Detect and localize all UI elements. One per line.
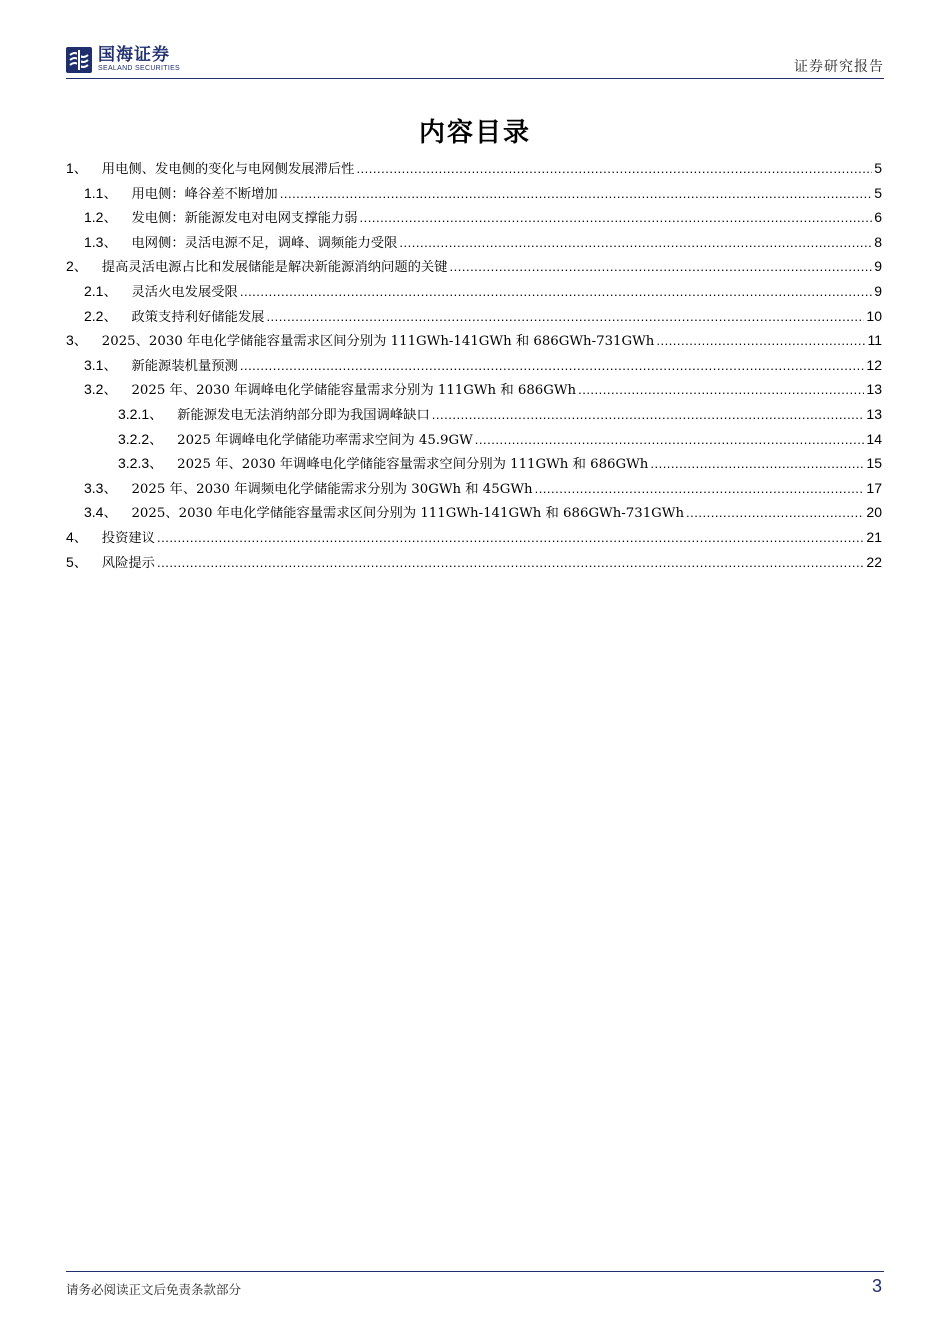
toc-entry-page: 11 bbox=[867, 332, 882, 349]
page-number: 3 bbox=[871, 1276, 882, 1296]
toc-dot-leader bbox=[686, 505, 864, 520]
toc-entry-number: 1.2、 bbox=[84, 209, 118, 226]
toc-entry-number: 2.1、 bbox=[84, 282, 118, 299]
toc-dot-leader bbox=[157, 530, 864, 545]
toc-entry[interactable] bbox=[66, 552, 882, 577]
toc-entry-text: 新能源装机量预测 bbox=[131, 358, 238, 374]
toc-dot-leader bbox=[157, 555, 864, 570]
toc-entry-text: 用电侧：峰谷差不断增加 bbox=[131, 186, 278, 202]
toc-entry[interactable] bbox=[66, 379, 882, 404]
toc-entry-page: 9 bbox=[874, 258, 882, 275]
toc-entry[interactable] bbox=[66, 330, 882, 355]
table-of-contents bbox=[66, 158, 882, 576]
toc-entry-page: 17 bbox=[866, 479, 882, 496]
toc-entry-page: 15 bbox=[866, 455, 882, 472]
toc-entry-page: 22 bbox=[866, 553, 882, 570]
toc-entry-page: 6 bbox=[874, 209, 882, 226]
toc-dot-leader bbox=[475, 432, 865, 447]
toc-entry[interactable] bbox=[66, 453, 882, 478]
toc-dot-leader bbox=[578, 382, 864, 397]
toc-entry-number: 3、 bbox=[66, 332, 88, 349]
toc-dot-leader bbox=[650, 456, 864, 471]
toc-dot-leader bbox=[656, 333, 865, 348]
toc-entry-page: 10 bbox=[866, 307, 882, 324]
toc-entry-text: 投资建议 bbox=[101, 530, 155, 546]
footer-divider bbox=[66, 1271, 884, 1272]
toc-entry-text: 用电侧、发电侧的变化与电网侧发展滞后性 bbox=[101, 162, 355, 177]
toc-entry-number: 3.2.3、 bbox=[118, 455, 164, 472]
toc-entry-text: 电网侧：灵活电源不足，调峰、调频能力受限 bbox=[131, 235, 398, 251]
toc-entry[interactable] bbox=[66, 183, 882, 208]
toc-entry-page: 14 bbox=[866, 430, 882, 447]
toc-entry-page: 13 bbox=[866, 381, 882, 398]
toc-dot-leader bbox=[535, 481, 865, 496]
toc-dot-leader bbox=[266, 309, 864, 324]
toc-dot-leader bbox=[356, 161, 872, 176]
toc-entry-number: 3.2.1、 bbox=[118, 405, 164, 422]
toc-entry[interactable] bbox=[66, 502, 882, 527]
toc-entry[interactable] bbox=[66, 429, 882, 454]
toc-dot-leader bbox=[280, 186, 872, 201]
toc-entry-number: 4、 bbox=[66, 528, 88, 545]
toc-entry-text: 灵活火电发展受限 bbox=[131, 284, 238, 300]
toc-entry-text: 风险提示 bbox=[101, 555, 155, 571]
toc-entry[interactable] bbox=[66, 281, 882, 306]
footer-disclaimer: 请务必阅读正文后免责条款部分 bbox=[66, 1282, 242, 1297]
company-logo bbox=[66, 46, 180, 73]
toc-entry[interactable] bbox=[66, 478, 882, 503]
toc-entry-text: 2025 年、2030 年调峰电化学储能容量需求空间分别为 111GWh 和 686GWh bbox=[177, 457, 649, 473]
toc-entry-text: 2025 年调峰电化学储能功率需求空间为 45.9GW bbox=[177, 432, 473, 448]
toc-entry-text: 2025 年、2030 年调峰电化学储能容量需求分别为 111GWh 和 686GWh bbox=[131, 383, 577, 399]
toc-entry-text: 2025、2030 年电化学储能容量需求区间分别为 111GWh-141GWh 和 686GWh-731GWh bbox=[131, 506, 685, 522]
toc-entry-page: 13 bbox=[866, 405, 882, 422]
toc-entry-number: 3.4、 bbox=[84, 504, 118, 521]
toc-entry-number: 5、 bbox=[66, 553, 88, 570]
toc-dot-leader bbox=[240, 358, 865, 373]
toc-dot-leader bbox=[399, 235, 872, 250]
toc-entry-page: 21 bbox=[866, 528, 882, 545]
toc-dot-leader bbox=[360, 210, 873, 225]
toc-entry-number: 1.1、 bbox=[84, 184, 118, 201]
toc-entry[interactable] bbox=[66, 232, 882, 257]
toc-entry-number: 2.2、 bbox=[84, 307, 118, 324]
toc-entry-number: 2、 bbox=[66, 258, 88, 275]
toc-entry-text: 新能源发电无法消纳部分即为我国调峰缺口 bbox=[177, 407, 430, 423]
report-type-label: 证券研究报告 bbox=[794, 59, 884, 75]
toc-dot-leader bbox=[432, 407, 865, 422]
toc-entry-text: 2025 年、2030 年调频电化学储能需求分别为 30GWh 和 45GWh bbox=[131, 481, 533, 497]
sealand-logo-icon bbox=[66, 47, 92, 73]
toc-title: 内容目录 bbox=[418, 118, 531, 148]
toc-dot-leader bbox=[240, 284, 872, 299]
toc-entry[interactable] bbox=[66, 207, 882, 232]
toc-entry-number: 3.2、 bbox=[84, 381, 118, 398]
header-divider bbox=[66, 78, 884, 79]
toc-dot-leader bbox=[450, 259, 873, 274]
toc-entry-text: 2025、2030 年电化学储能容量需求区间分别为 111GWh-141GWh 和 686GWh-731GWh bbox=[101, 334, 655, 350]
toc-entry-page: 5 bbox=[874, 184, 882, 201]
toc-entry-page: 20 bbox=[866, 504, 882, 521]
logo-english-name: SEALAND SECURITIES bbox=[98, 65, 181, 72]
toc-entry-page: 5 bbox=[874, 160, 882, 176]
toc-entry-number: 1.3、 bbox=[84, 233, 118, 250]
toc-entry-number: 3.3、 bbox=[84, 479, 118, 496]
toc-entry-number: 3.2.2、 bbox=[118, 430, 164, 447]
toc-entry-number: 1、 bbox=[66, 160, 88, 176]
toc-entry[interactable] bbox=[66, 256, 882, 281]
toc-entry[interactable] bbox=[66, 306, 882, 331]
toc-entry-text: 提高灵活电源占比和发展储能是解决新能源消纳问题的关键 bbox=[101, 260, 448, 276]
page-header bbox=[66, 42, 884, 78]
toc-entry-page: 8 bbox=[874, 233, 882, 250]
toc-entry-number: 3.1、 bbox=[84, 356, 118, 373]
toc-entry-text: 发电侧：新能源发电对电网支撑能力弱 bbox=[131, 211, 358, 227]
toc-entry[interactable] bbox=[66, 404, 882, 429]
toc-entry-text: 政策支持利好储能发展 bbox=[131, 309, 265, 325]
toc-entry[interactable] bbox=[66, 527, 882, 552]
logo-chinese-name: 国海证券 bbox=[98, 45, 170, 65]
toc-entry-page: 12 bbox=[866, 356, 882, 373]
toc-entry-page: 9 bbox=[874, 282, 882, 299]
toc-entry[interactable] bbox=[66, 355, 882, 380]
toc-entry[interactable] bbox=[66, 158, 882, 183]
